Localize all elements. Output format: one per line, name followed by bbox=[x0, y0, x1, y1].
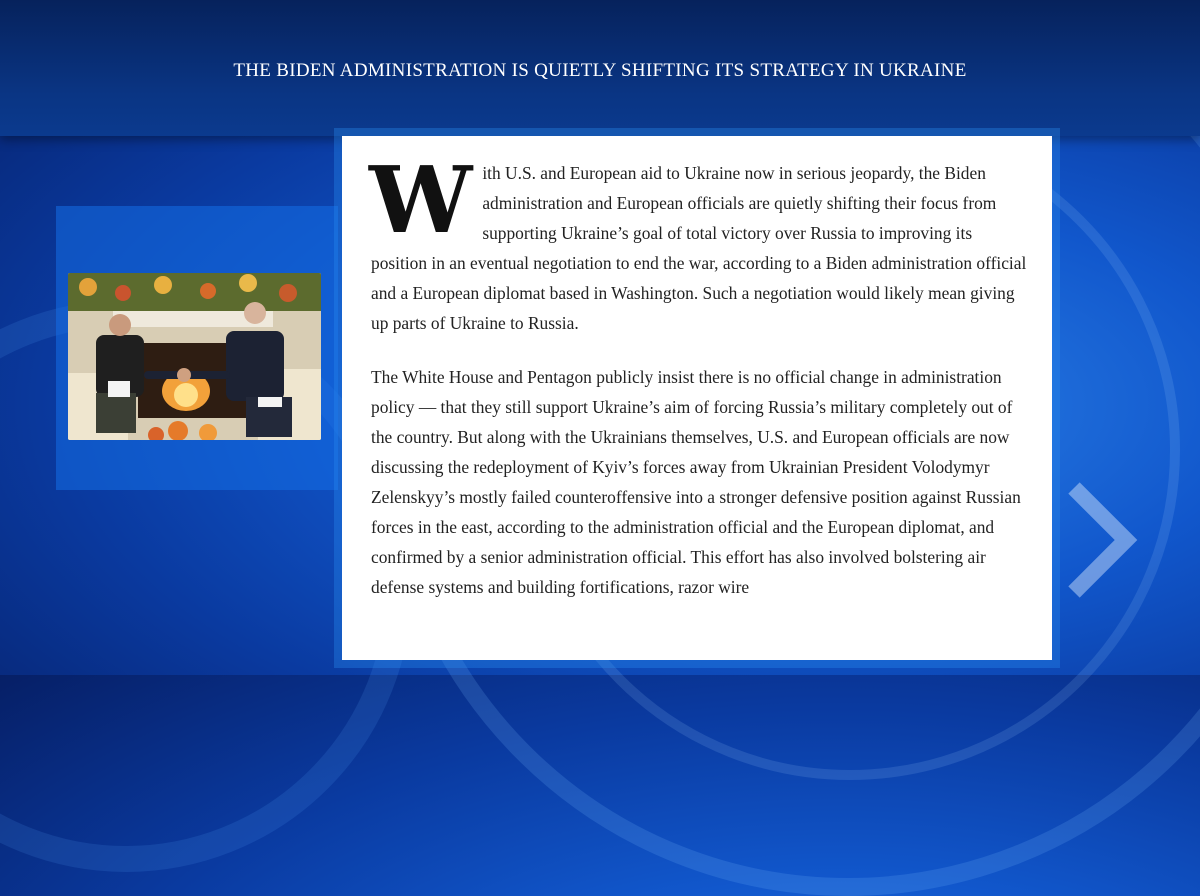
headline-banner bbox=[0, 0, 1200, 136]
article-body bbox=[369, 146, 1031, 626]
article-paragraph: The White House and Pentagon publicly insist there is no official change in administration policy — that they still support Ukraine’s aim of forcing Russia’s military completely out of the country. But along with the Ukrainians themselves, U.S. and European officials are now discussing the redeployment of Kyiv’s forces away from Ukrainian President Volodymyr Zelenskyy’s mostly failed counteroffensive into a stronger defensive position against Russian forces in the east, according to the administration official and the European diplomat, and confirmed by a senior administration official. This effort has also involved bolstering air defense systems and building fortifications, razor wire bbox=[371, 367, 1021, 597]
article-card bbox=[342, 136, 1052, 660]
photo-illustration bbox=[68, 273, 321, 440]
chevron-right-icon bbox=[1052, 480, 1172, 600]
paragraph-text: ith U.S. and European aid to Ukraine now in serious jeopardy, the Biden administration and European officials are quietly shifting their focus from supporting Ukraine’s goal of total victory over Russia to improving its position in an eventual negotiation to end the war, according to a Biden administration official and a European diplomat based in Washington. Such a negotiation would likely mean giving up parts of Ukraine to Russia. bbox=[371, 163, 1027, 333]
drop-cap: W bbox=[369, 146, 473, 254]
headline-text: THE BIDEN ADMINISTRATION IS QUIETLY SHIFTING ITS STRATEGY IN UKRAINE bbox=[233, 60, 967, 81]
article-paragraph bbox=[369, 146, 1031, 338]
news-photo bbox=[68, 273, 321, 440]
